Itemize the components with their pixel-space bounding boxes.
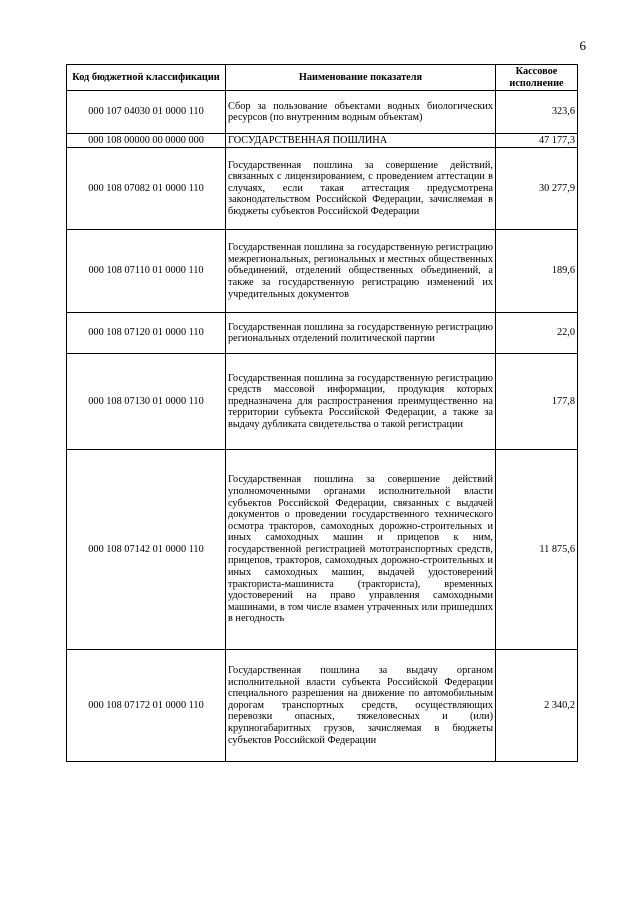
row-code: 000 108 07110 01 0000 110 [67,230,226,313]
row-code: 000 108 07130 01 0000 110 [67,354,226,450]
page-number: 6 [579,38,586,53]
table-row [67,313,578,354]
row-amount: 189,6 [496,230,578,313]
row-code: 000 108 07120 01 0000 110 [67,313,226,354]
row-code: 000 108 00000 00 0000 000 [67,134,226,148]
table-row [67,450,578,650]
table-row [67,230,578,313]
table-header-row [67,65,578,91]
header-name: Наименование показателя [226,65,496,91]
table-row [67,91,578,134]
table-row [67,134,578,148]
row-name: Государственная пошлина за совершение действий, связанных с лицензированием, с проведением аттестации в случаях, если такая аттестация предусмотрена законодательством Российской Федерации, зачисляемая в бюджеты субъектов Российской Федерации [226,148,496,230]
header-code: Код бюджетной классификации [67,65,226,91]
row-amount: 323,6 [496,91,578,134]
row-amount: 2 340,2 [496,650,578,762]
row-code: 000 108 07172 01 0000 110 [67,650,226,762]
row-code: 000 108 07082 01 0000 110 [67,148,226,230]
row-amount: 22,0 [496,313,578,354]
row-code: 000 108 07142 01 0000 110 [67,450,226,650]
table-row [67,354,578,450]
budget-execution-table [66,64,578,762]
row-name: Сбор за пользование объектами водных биологических ресурсов (по внутренним водным объектам) [226,91,496,134]
row-amount: 11 875,6 [496,450,578,650]
header-amount: Кассовое исполнение [496,65,578,91]
row-amount: 177,8 [496,354,578,450]
row-name: Государственная пошлина за государственную регистрацию межрегиональных, региональных и местных общественных объединений, отделений общественных объединений, а также за государственную регистрацию изменений их учредительных документов [226,230,496,313]
row-amount: 47 177,3 [496,134,578,148]
row-name: Государственная пошлина за государственную регистрацию средств массовой информации, продукция которых предназначена для распространения преимущественно на территории субъекта Российской Федерации, а также за выдачу дубликата свидетельства о такой регистрации [226,354,496,450]
row-name: Государственная пошлина за выдачу органом исполнительной власти субъекта Российской Федерации специального разрешения на движение по автомобильным дорогам транспортных средств, осуществляющих перевозки опасных, тяжеловесных и (или) крупногабаритных грузов, зачисляемая в бюджеты субъектов Российской Федерации [226,650,496,762]
table-row [67,650,578,762]
row-name: Государственная пошлина за совершение действий уполномоченными органами исполнительной власти субъектов Российской Федерации, связанных с выдачей документов о проведении государственного технического осмотра тракторов, самоходных дорожно-строительных и иных самоходных машин и прицепов к ним, государственной регистрацией мототранспортных средств, прицепов, тракторов, самоходных дорожно-строительных и иных самоходных машин, выдачей удостоверений тракториста-машиниста (тракториста), временных удостоверений на право управления самоходными машинами, в том числе взамен утраченных или пришедших в негодность [226,450,496,650]
row-name: ГОСУДАРСТВЕННАЯ ПОШЛИНА [226,134,496,148]
table-row [67,148,578,230]
row-code: 000 107 04030 01 0000 110 [67,91,226,134]
row-name: Государственная пошлина за государственную регистрацию региональных отделений политической партии [226,313,496,354]
row-amount: 30 277,9 [496,148,578,230]
